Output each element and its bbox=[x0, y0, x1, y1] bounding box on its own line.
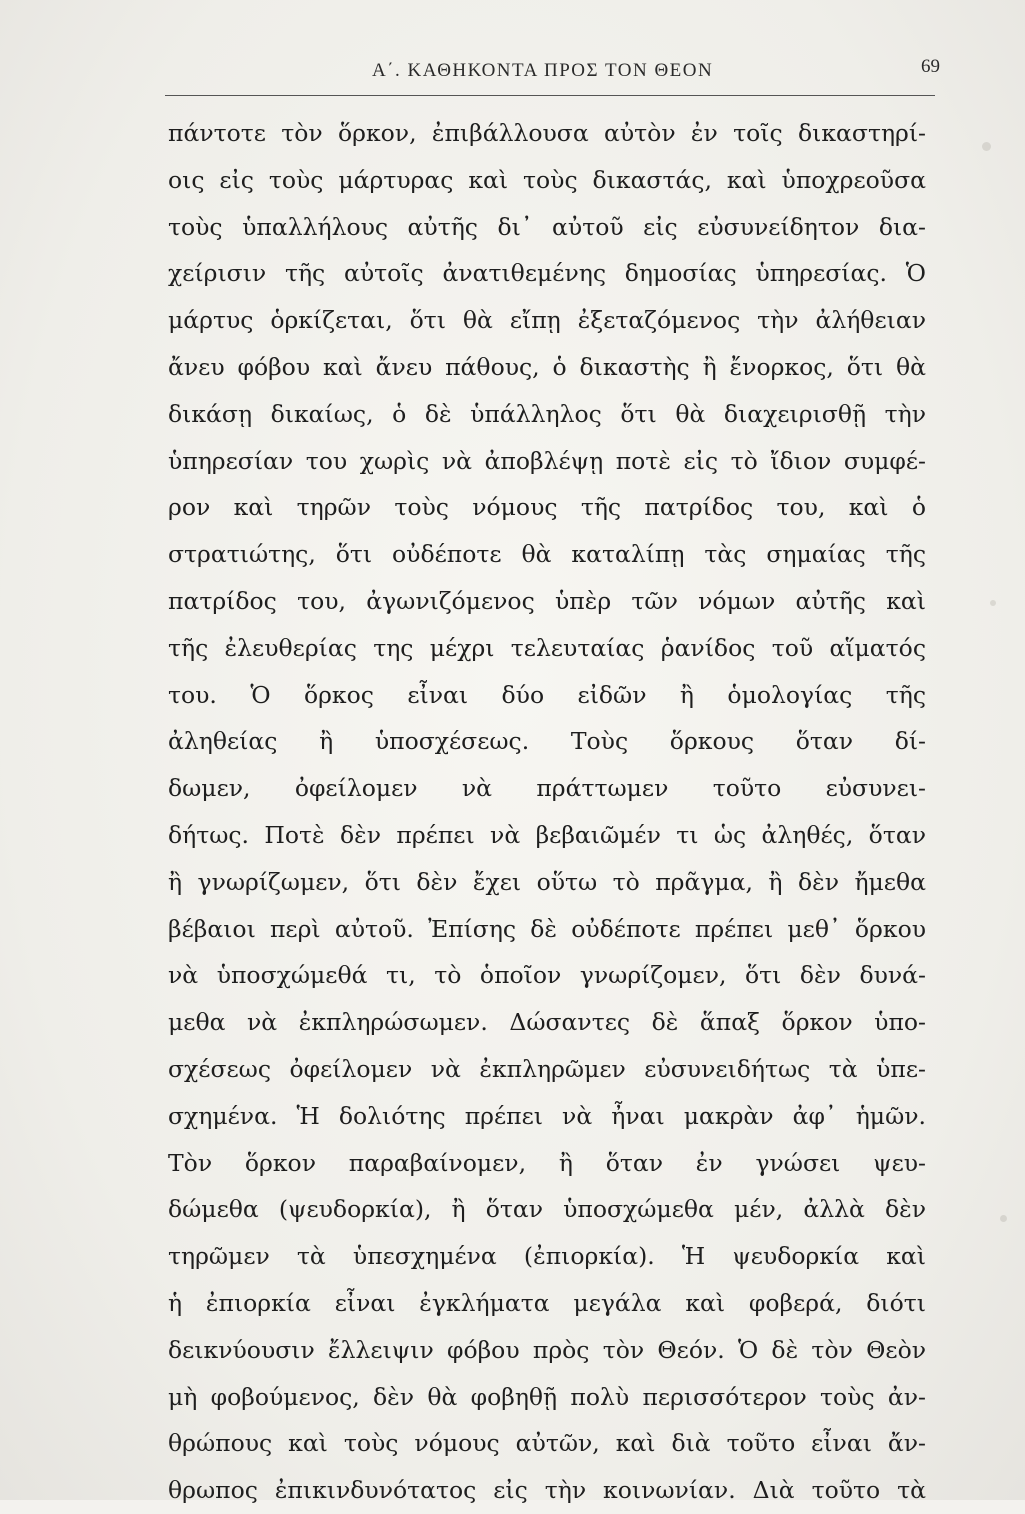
text-line: πατρίδος του, ἀγωνιζόμενος ὑπὲρ τῶν νόμων αὐτῆς καὶ bbox=[168, 586, 926, 615]
text-line: δωμεν, ὀφείλομεν νὰ πράττωμεν τοῦτο εὐσυνει- bbox=[168, 774, 926, 803]
text-line: σχέσεως ὀφείλομεν νὰ ἐκπληρῶμεν εὐσυνειδήτως τὰ ὑπε- bbox=[168, 1054, 926, 1083]
text-line: δήτως. Ποτὲ δὲν πρέπει νὰ βεβαιῶμέν τι ὡς ἀληθές, ὅταν bbox=[168, 820, 926, 849]
page-header bbox=[160, 56, 940, 90]
page-number: 69 bbox=[921, 56, 940, 77]
running-head: Α΄. ΚΑΘΗΚΟΝΤΑ ΠΡΟΣ ΤΟΝ ΘΕΟΝ bbox=[372, 60, 714, 81]
text-line: θρωπος ἐπικινδυνότατος εἰς τὴν κοινωνίαν. Διὰ τοῦτο τὰ bbox=[168, 1476, 926, 1505]
text-line: ἀληθείας ἢ ὑποσχέσεως. Τοὺς ὅρκους ὅταν δί- bbox=[168, 727, 926, 756]
text-line: ὑπηρεσίαν του χωρὶς νὰ ἀποβλέψῃ ποτὲ εἰς τὸ ἴδιον συμφέ- bbox=[168, 446, 926, 475]
text-line: ἡ ἐπιορκία εἶναι ἐγκλήματα μεγάλα καὶ φοβερά, διότι bbox=[168, 1288, 926, 1317]
text-line: βέβαιοι περὶ αὐτοῦ. Ἐπίσης δὲ οὐδέποτε πρέπει μεθ᾽ ὅρκου bbox=[168, 914, 926, 943]
text-line: δικάσῃ δικαίως, ὁ δὲ ὑπάλληλος ὅτι θὰ διαχειρισθῇ τὴν bbox=[168, 399, 926, 428]
paper-speck bbox=[1000, 1215, 1007, 1222]
text-line: οις εἰς τοὺς μάρτυρας καὶ τοὺς δικαστάς, καὶ ὑποχρεοῦσα bbox=[168, 165, 926, 194]
text-line: τῆς ἐλευθερίας της μέχρι τελευταίας ῥανίδος τοῦ αἵματός bbox=[168, 633, 926, 662]
header-rule bbox=[165, 95, 935, 96]
text-line: στρατιώτης, ὅτι οὐδέποτε θὰ καταλίπῃ τὰς σημαίας τῆς bbox=[168, 540, 926, 569]
text-line: μεθα νὰ ἐκπληρώσωμεν. Δώσαντες δὲ ἅπαξ ὅρκον ὑπο- bbox=[168, 1008, 926, 1037]
text-line: ρον καὶ τηρῶν τοὺς νόμους τῆς πατρίδος του, καὶ ὁ bbox=[168, 493, 926, 522]
text-line: μάρτυς ὁρκίζεται, ὅτι θὰ εἴπῃ ἐξεταζόμενος τὴν ἀλήθειαν bbox=[168, 306, 926, 335]
text-line: σχημένα. Ἡ δολιότης πρέπει νὰ ἦναι μακρὰν ἀφ᾽ ἡμῶν. bbox=[168, 1101, 926, 1130]
text-line: ἢ γνωρίζωμεν, ὅτι δὲν ἔχει οὕτω τὸ πρᾶγμα, ἢ δὲν ἤμεθα bbox=[168, 867, 926, 896]
body-text bbox=[168, 110, 926, 1514]
text-line: δεικνύουσιν ἔλλειψιν φόβου πρὸς τὸν Θεόν. Ὁ δὲ τὸν Θεὸν bbox=[168, 1335, 926, 1364]
text-line: μὴ φοβούμενος, δὲν θὰ φοβηθῇ πολὺ περισσότερον τοὺς ἀν- bbox=[168, 1382, 926, 1411]
text-line: τηρῶμεν τὰ ὑπεσχημένα (ἐπιορκία). Ἡ ψευδορκία καὶ bbox=[168, 1242, 926, 1271]
text-line: πάντοτε τὸν ὅρκον, ἐπιβάλλουσα αὐτὸν ἐν τοῖς δικαστηρί- bbox=[168, 119, 926, 147]
paper-speck bbox=[990, 600, 996, 606]
text-line: ἄνευ φόβου καὶ ἄνευ πάθους, ὁ δικαστὴς ἢ ἔνορκος, ὅτι θὰ bbox=[168, 352, 926, 381]
paper-speck bbox=[982, 142, 991, 151]
text-line: Τὸν ὅρκον παραβαίνομεν, ἢ ὅταν ἐν γνώσει ψευ- bbox=[168, 1148, 926, 1177]
text-line: θρώπους καὶ τοὺς νόμους αὐτῶν, καὶ διὰ τοῦτο εἶναι ἄν- bbox=[168, 1429, 926, 1458]
text-line: νὰ ὑποσχώμεθά τι, τὸ ὁποῖον γνωρίζομεν, ὅτι δὲν δυνά- bbox=[168, 961, 926, 990]
text-line: δώμεθα (ψευδορκία), ἢ ὅταν ὑποσχώμεθα μέν, ἀλλὰ δὲν bbox=[168, 1195, 926, 1224]
text-line: τοὺς ὑπαλλήλους αὐτῆς δι᾽ αὐτοῦ εἰς εὐσυνείδητον δια- bbox=[168, 212, 926, 241]
text-line: χείρισιν τῆς αὐτοῖς ἀνατιθεμένης δημοσίας ὑπηρεσίας. Ὁ bbox=[168, 259, 926, 288]
text-line: του. Ὁ ὅρκος εἶναι δύο εἰδῶν ἢ ὁμολογίας τῆς bbox=[168, 680, 926, 709]
